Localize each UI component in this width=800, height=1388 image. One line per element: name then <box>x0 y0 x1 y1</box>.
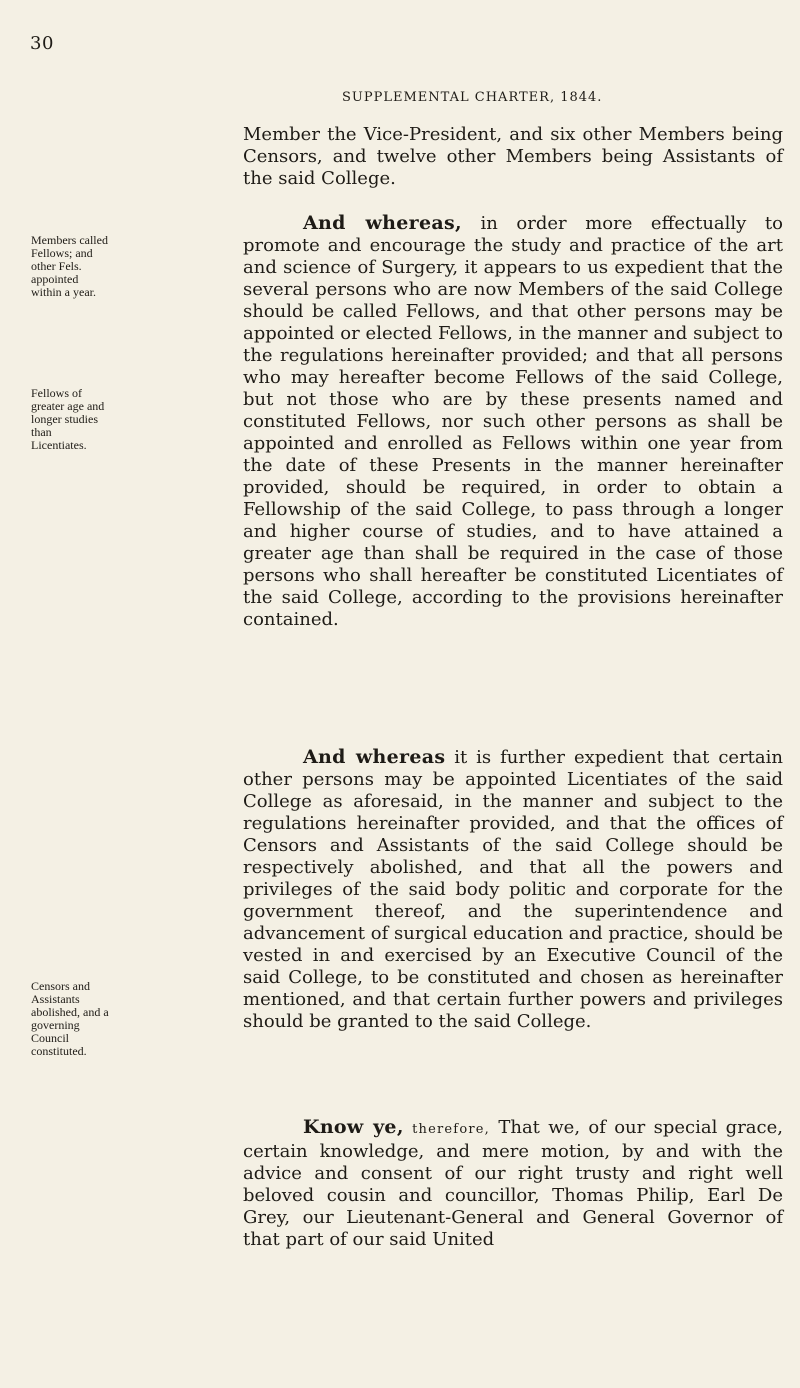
paragraph-lead: Know ye, <box>303 1116 404 1138</box>
margin-note: Fellows of greater age and longer studies than Licentiates. <box>31 386 105 452</box>
paragraph-text: Member the Vice-President, and six other Members being Censors, and twelve other Members being Assistants of the said College. <box>243 124 783 189</box>
paragraph-text: in order more effectually to promote and encourage the study and practice of the art and science of Surgery, it appears to us expedient that the several persons who are now Members of the said College should be called Fellows, and that other persons may be appointed or elected Fellows, in the manner and subject to the regulations hereinafter provided; and that all persons who may hereafter become Fellows of the said College, but not those who are by these presents named and constituted Fellows, nor such other persons as shall be appointed and enrolled as Fellows within one year from the date of these Presents in the manner hereinafter provided, should be required, in order to obtain a Fellowship of the said College, to pass through a longer and higher course of studies, and to have attained a greater age than shall be required in the case of those persons who shall hereafter be constituted Licentiates of the said College, according to the provisions hereinafter contained. <box>243 213 783 630</box>
page-number: 30 <box>30 33 54 54</box>
paragraph-lead-smallcaps: therefore, <box>412 1122 490 1137</box>
running-header: SUPPLEMENTAL CHARTER, 1844. <box>342 90 603 105</box>
paragraph-4 <box>243 1116 783 1251</box>
paragraph-lead: And whereas <box>303 746 446 768</box>
paragraph-text: it is further expedient that certain other persons may be appointed Licentiates of the said College as aforesaid, in the manner and subject to the regulations hereinafter provided, and that the offices of Censors and Assistants of the said College should be respectively abolished, and that all the powers and privileges of the said body politic and corporate for the government thereof, and the superintendence and advancement of surgical education and practice, should be vested in and exercised by an Executive Council of the said College, to be constituted and chosen as hereinafter mentioned, and that certain further powers and privileges should be granted to the said College. <box>243 747 783 1032</box>
margin-note: Censors and Assistants abolished, and a governing Council constituted. <box>31 979 109 1058</box>
paragraph-lead: And whereas, <box>303 212 462 234</box>
paragraph-2 <box>243 212 783 631</box>
paragraph-3 <box>243 746 783 1033</box>
paragraph-1 <box>243 124 783 190</box>
paragraph-text: That we, of our special grace, certain knowledge, and mere motion, by and with the advice and consent of our right trusty and right well beloved cousin and councillor, Thomas Philip, Earl De Grey, our Lieutenant-General and General Governor of that part of our said United <box>243 1117 783 1250</box>
margin-note: Members called Fellows; and other Fels. appointed within a year. <box>31 233 108 299</box>
